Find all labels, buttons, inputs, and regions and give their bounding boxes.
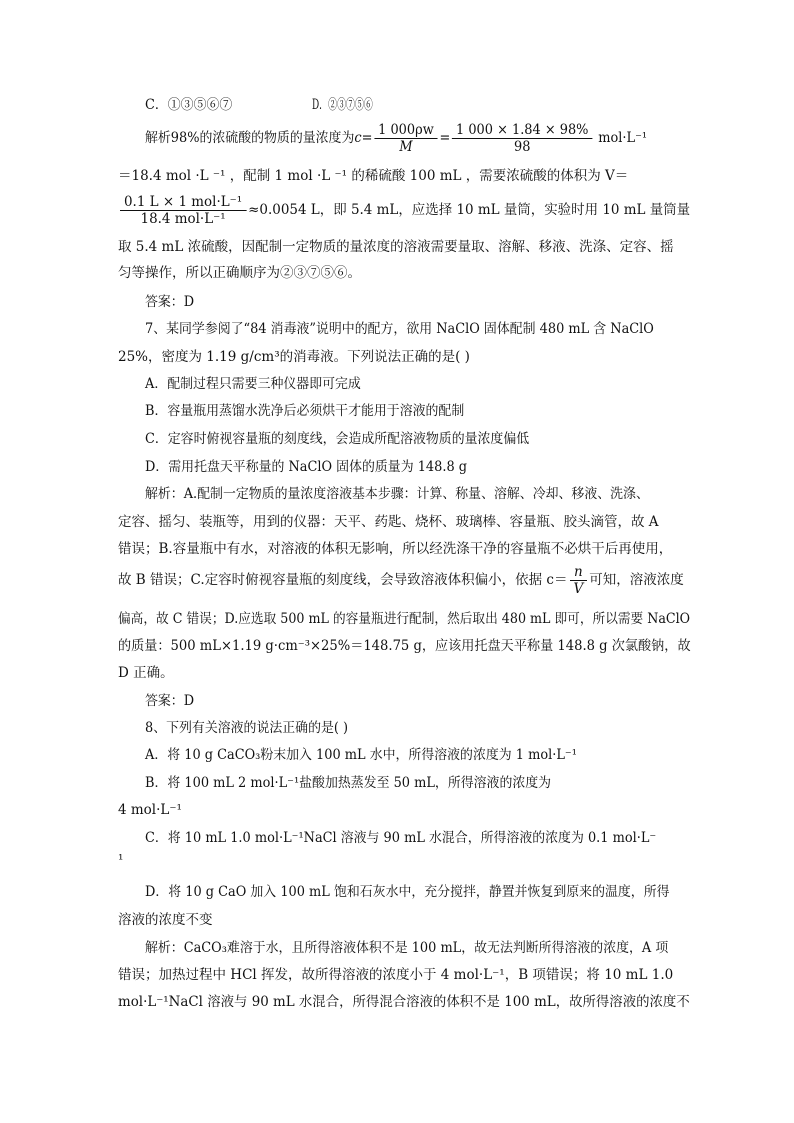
q6-option-d: D．②③⑦⑤⑥ <box>312 97 373 113</box>
q8-option-d-line2: 溶液的浓度不变 <box>118 912 213 928</box>
q7-analysis-line5: 偏高，故 C 错误；D.应选取 500 mL 的容量瓶进行配制，然后取出 480 mL 即可，所以需要 NaClO <box>118 611 691 627</box>
fraction-numeric: $\frac{1 000 \times 1.84 \times 98\%}{98}$ <box>452 122 592 155</box>
q8-option-b-line1: B．将 100 mL 2 mol·L⁻¹盐酸加热蒸发至 50 mL，所得溶液的浓度为 <box>145 775 552 791</box>
q7-option-a: A．配制过程只需要三种仪器即可完成 <box>145 376 361 392</box>
q8-analysis-line1: 解析：CaCO₃难溶于水，且所得溶液体积不是 100 mL，故无法判断所得溶液的浓度，A 项 <box>145 940 669 956</box>
fraction-formula: $\frac{1 000\rho w}{M}$ <box>374 122 437 155</box>
q8-option-c-line1: C．将 10 mL 1.0 mol·L⁻¹NaCl 溶液与 90 mL 水混合，所得溶液的浓度为 0.1 mol·L⁻ <box>145 830 657 846</box>
q6-answer: 答案：D <box>145 294 195 310</box>
q7-option-c: C．定容时俯视容量瓶的刻度线，会造成所配溶液物质的量浓度偏低 <box>145 431 530 447</box>
q7-analysis-line4: 故 B 错误；C.定容时俯视容量瓶的刻度线，会导致溶液体积偏小，依据 c＝ $\frac{n}{V}$ 可知，溶液浓度 <box>118 564 684 597</box>
fraction-n-over-v: $\frac{n}{V}$ <box>570 564 588 597</box>
q7-answer: 答案：D <box>145 693 195 709</box>
q6-analysis-line1: 解析98%的浓硫酸的物质的量浓度为c= $\frac{1 000\rho w}{M}$ = $\frac{1 000 \times 1.84 \times 98\%}{98}$ mol·L⁻¹ <box>145 122 648 155</box>
q8-option-c-line2: ¹ <box>118 852 124 868</box>
fraction-volume: $\frac{\text{0.1 L × 1 mol·L⁻¹}}{\text{18.4 mol·L⁻¹}}$ <box>120 194 246 227</box>
q8-stem: 8、下列有关溶液的说法正确的是( ) <box>145 720 349 736</box>
q7-analysis-line1: 解析：A.配制一定物质的量浓度溶液基本步骤：计算、称量、溶解、冷却、移液、洗涤、 <box>145 486 649 502</box>
q6-analysis-line4: 取 5.4 mL 浓硫酸，因配制一定物质的量浓度的溶液需要量取、溶解、移液、洗涤、定容、摇 <box>118 239 674 255</box>
q6-analysis-line2: ＝18.4 mol ·L ⁻¹ ，配制 1 mol ·L ⁻¹ 的稀硫酸 100 mL ，需要浓硫酸的体积为 V＝ <box>118 168 629 184</box>
q8-analysis-line2: 错误；加热过程中 HCl 挥发，故所得溶液的浓度小于 4 mol·L⁻¹，B 项错误；将 10 mL 1.0 <box>118 967 674 983</box>
q6-analysis-line3: $\frac{\text{0.1 L × 1 mol·L⁻¹}}{\text{18.4 mol·L⁻¹}}$ ≈0.0054 L，即 5.4 mL，应选择 10 mL 量筒，实验时用 10 mL 量筒量 <box>118 193 686 227</box>
q7-option-d: D．需用托盘天平称量的 NaClO 固体的质量为 148.8 g <box>145 459 468 475</box>
q7-stem-line1: 7、某同学参阅了“84 消毒液”说明中的配方，欲用 NaClO 固体配制 480 mL 含 NaClO <box>145 321 654 337</box>
q8-option-d-line1: D．将 10 g CaO 加入 100 mL 饱和石灰水中，充分搅拌，静置并恢复到原来的温度，所得 <box>145 884 670 900</box>
q7-analysis-line7: D 正确。 <box>118 665 174 681</box>
q8-analysis-line3: mol·L⁻¹NaCl 溶液与 90 mL 水混合，所得混合溶液的体积不是 100 mL，故所得溶液的浓度不 <box>118 994 690 1010</box>
q7-option-b: B．容量瓶用蒸馏水洗净后必须烘干才能用于溶液的配制 <box>145 403 465 419</box>
q7-analysis-line2: 定容、摇匀、装瓶等，用到的仪器：天平、药匙、烧杯、玻璃棒、容量瓶、胶头滴管，故 A <box>118 514 659 530</box>
q6-option-c: C．①③⑤⑥⑦ <box>145 97 233 113</box>
q7-analysis-line3: 错误；B.容量瓶中有水，对溶液的体积无影响，所以经洗涤干净的容量瓶不必烘干后再使用， <box>118 541 673 557</box>
q7-stem-line2: 25%，密度为 1.19 g/cm³的消毒液。下列说法正确的是( ) <box>118 349 470 365</box>
q8-option-b-line2: 4 mol·L⁻¹ <box>118 802 182 818</box>
q8-option-a: A．将 10 g CaCO₃粉末加入 100 mL 水中，所得溶液的浓度为 1 mol·L⁻¹ <box>145 747 577 763</box>
q7-analysis-line6: 的质量：500 mL×1.19 g·cm⁻³×25%＝148.75 g，应该用托盘天平称量 148.8 g 次氯酸钠，故 <box>118 638 691 654</box>
q6-analysis-line5: 匀等操作，所以正确顺序为②③⑦⑤⑥。 <box>118 265 361 281</box>
